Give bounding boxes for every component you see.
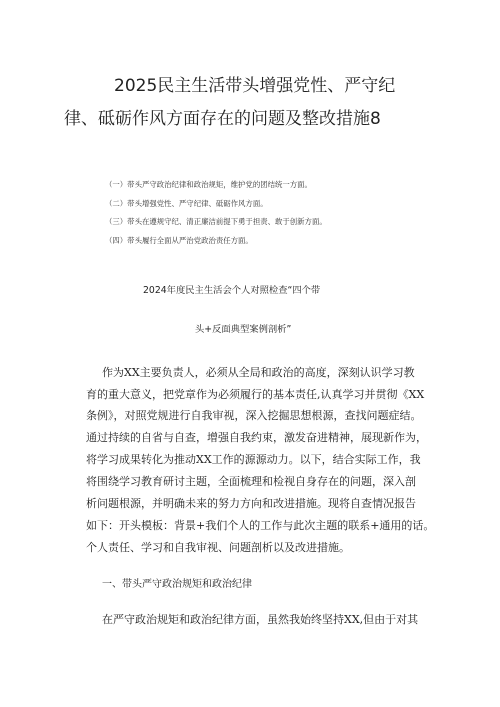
body-line-8: 如下：开头模板：背景+我们个人的工作与此次主题的联系+通用的话。 [86, 519, 435, 532]
body-line-3: 条例》，对照党规进行自我审视，深入挖掘思想根源，查找问题症结。 [86, 409, 422, 422]
body-line-1: 作为XX主要负责人，必须从全局和政治的高度，深刻认识学习教 [102, 366, 415, 379]
body-line-4: 通过持续的自省与自查，增强自我约束，激发奋进精神，展现新作为， [86, 431, 427, 444]
outline-list [105, 180, 327, 254]
subtitle-line-1: 2024年度民主生活会个人对照检查“四个带 [143, 285, 321, 296]
section-heading: 一、带头严守政治规矩和政治纪律 [102, 579, 252, 590]
body-line-7: 析问题根源，并明确未来的努力方向和改进措施。现将自查情况报告 [86, 497, 416, 510]
body-line-5: 将学习成果转化为推动XX工作的源源动力。以下，结合实际工作，我 [86, 453, 421, 466]
body-line-2: 育的重大意义，把党章作为必须履行的基本责任,认真学习并贯彻《XX [86, 388, 425, 401]
title-line-2: 律、砥砺作风方面存在的问题及整改措施8 [64, 109, 381, 129]
title-line-1: 2025民主生活带头增强党性、严守纪 [114, 76, 396, 96]
outline-item-2: （二）带头增强党性、严守纪律、砥砺作风方面。 [105, 198, 268, 208]
body-line-9: 个人责任、学习和自我审视、问题剖析以及改进措施。 [86, 541, 350, 554]
outline-item-1: （一）带头严守政治纪律和政治规矩，维护党的团结统一方面。 [105, 180, 312, 189]
outline-item-4: （四）带头履行全面从严治党政治责任方面。 [105, 235, 253, 245]
body-line-6: 将围绕学习教育研讨主题，全面梳理和检视自身存在的问题，深入剖 [86, 475, 416, 488]
outline-item-3: （三）带头在遵规守纪、清正廉洁前提下勇于担责、敢于创新方面。 [105, 217, 327, 227]
subtitle-line-2: 头+反面典型案例剖析” [195, 324, 292, 335]
body2-line-1: 在严守政治规矩和政治纪律方面，虽然我始终坚持XX,但由于对其 [102, 613, 419, 626]
